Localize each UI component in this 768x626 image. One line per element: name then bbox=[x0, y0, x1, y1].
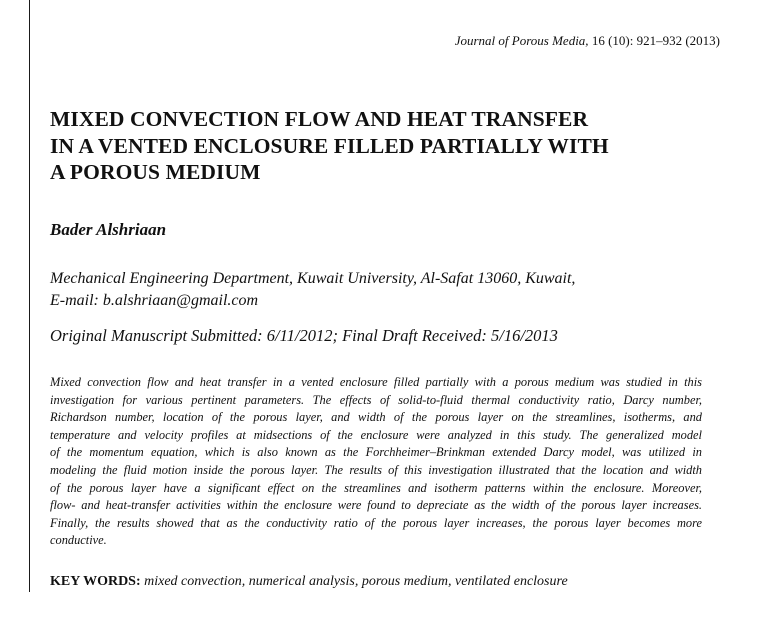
email-line: E-mail: b.alshriaan@gmail.com bbox=[50, 292, 259, 309]
title-line: A POROUS MEDIUM bbox=[50, 160, 261, 184]
abstract-line: Richardson number, location of the porous layer, and width of the porous layer on the streamlines, isotherms, and bbox=[50, 410, 702, 425]
abstract-line: modeling the fluid motion inside the porous layer. The results of this investigation illustrated that the location and width bbox=[50, 462, 702, 477]
manuscript-dates: Original Manuscript Submitted: 6/11/2012; Final Draft Received: 5/16/2013 bbox=[50, 326, 558, 345]
keywords bbox=[50, 574, 568, 590]
keywords-label: KEY WORDS: bbox=[50, 574, 141, 589]
abstract-line: Finally, the results showed that as the conductivity ratio of the porous layer increases, the porous layer becomes more bbox=[50, 515, 702, 530]
abstract-line: investigation for various pertinent parameters. The effects of solid-to-fluid thermal conductivity ratio, Darcy number, bbox=[50, 392, 702, 407]
affiliation-line: Mechanical Engineering Department, Kuwait University, Al-Safat 13060, Kuwait, bbox=[50, 270, 576, 287]
left-margin-rule bbox=[29, 0, 30, 592]
title-line: IN A VENTED ENCLOSURE FILLED PARTIALLY WITH bbox=[50, 133, 609, 158]
journal-reference bbox=[455, 33, 720, 49]
title-line: MIXED CONVECTION FLOW AND HEAT TRANSFER bbox=[50, 107, 589, 131]
abstract-line: of the momentum equation, which is also known as the Forchheimer–Brinkman extended Darcy model, was utilized in bbox=[50, 445, 702, 460]
abstract-line: Mixed convection flow and heat transfer in a vented enclosure filled partially with a porous medium was studied in this bbox=[50, 375, 702, 389]
abstract-line: flow- and heat-transfer activities within the enclosure were found to depreciate as the width of the porous layer increases. bbox=[50, 498, 702, 513]
journal-name: Journal of Porous Media, bbox=[454, 33, 589, 48]
journal-volume-pages: 16 (10): 921–932 (2013) bbox=[591, 33, 720, 48]
abstract-line: temperature and velocity profiles at midsections of the enclosure were analyzed in this study. The generalized model bbox=[50, 427, 702, 442]
abstract-line: conductive. bbox=[50, 533, 107, 548]
abstract-line: of the porous layer have a significant effect on the streamlines and isotherm patterns within the enclosure. Moreover, bbox=[50, 480, 702, 495]
author-name: Bader Alshriaan bbox=[50, 220, 167, 239]
paper-title bbox=[50, 106, 730, 186]
abstract bbox=[50, 374, 702, 550]
keywords-list: mixed convection, numerical analysis, porous medium, ventilated enclosure bbox=[144, 574, 568, 589]
author-affiliation bbox=[50, 268, 575, 312]
